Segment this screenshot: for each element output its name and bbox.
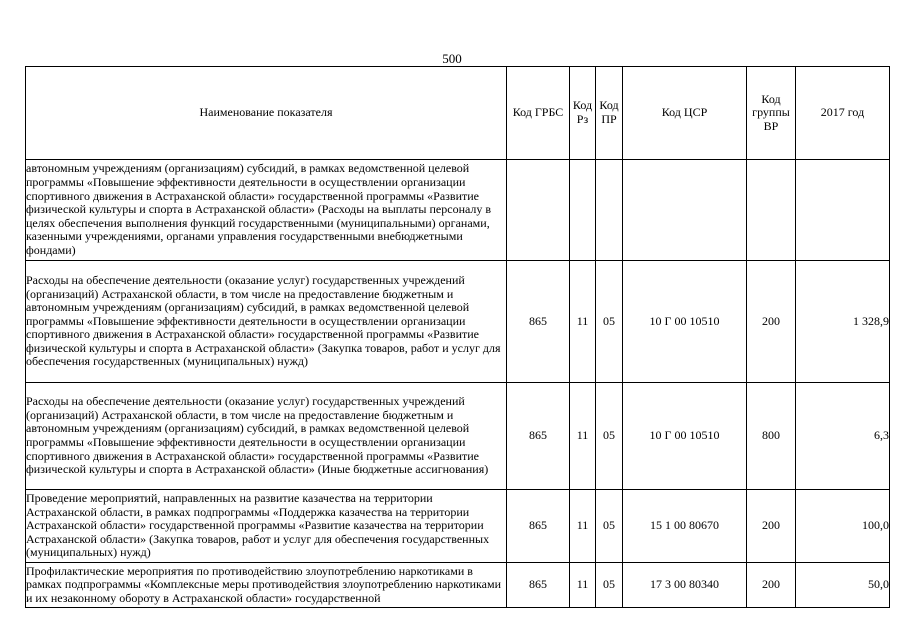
row-vr: 800 <box>747 383 796 490</box>
row-name: Проведение мероприятий, направленных на развитие казачества на территории Астраханской области, в рамках подпрограммы «Поддержка казачества на территории Астраханской области» государственной программы «Развитие казачества на территории Астраханской области» (Закупка товаров, работ и услуг для обеспечения государственных (муниципальных) нужд) <box>26 490 507 563</box>
row-amount: 50,0 <box>796 563 890 608</box>
row-grbs: 865 <box>507 383 570 490</box>
row-grbs: 865 <box>507 490 570 563</box>
table-row <box>26 563 890 608</box>
header-grbs: Код ГРБС <box>507 67 570 160</box>
row-pr <box>596 160 623 261</box>
table-row <box>26 261 890 383</box>
header-year: 2017 год <box>796 67 890 160</box>
row-csr: 15 1 00 80670 <box>623 490 747 563</box>
row-csr <box>623 160 747 261</box>
budget-table <box>25 66 890 608</box>
row-pr: 05 <box>596 563 623 608</box>
header-name: Наименование показателя <box>26 67 507 160</box>
header-rz: Код Рз <box>570 67 596 160</box>
row-amount <box>796 160 890 261</box>
row-grbs: 865 <box>507 563 570 608</box>
row-rz: 11 <box>570 563 596 608</box>
row-grbs: 865 <box>507 261 570 383</box>
row-rz: 11 <box>570 383 596 490</box>
row-vr: 200 <box>747 490 796 563</box>
row-rz: 11 <box>570 490 596 563</box>
row-vr: 200 <box>747 261 796 383</box>
row-vr <box>747 160 796 261</box>
table-row <box>26 160 890 261</box>
row-name: Расходы на обеспечение деятельности (оказание услуг) государственных учреждений (организаций) Астраханской области, в том числе на предоставление бюджетным и автономным учреждениям (организациям) субсидий, в рамках ведомственной целевой программы «Повышение эффективности деятельности в осуществлении организации спортивного движения в Астраханской области» государственной программы «Развитие физической культуры и спорта в Астраханской области» (Закупка товаров, работ и услуг для обеспечения государственных (муниципальных) нужд) <box>26 261 507 383</box>
header-row <box>26 67 890 160</box>
row-rz <box>570 160 596 261</box>
row-name: Профилактические мероприятия по противодействию злоупотреблению наркотиками в рамках подпрограммы «Комплексные меры противодействия злоупотреблению наркотиками и их незаконному обороту в Астраханской области» государственной <box>26 563 507 608</box>
page-number: 500 <box>442 51 462 66</box>
header-pr: Код ПР <box>596 67 623 160</box>
table-row <box>26 383 890 490</box>
row-name: Расходы на обеспечение деятельности (оказание услуг) государственных учреждений (организаций) Астраханской области, в том числе на предоставление бюджетным и автономным учреждениям (организациям) субсидий, в рамках ведомственной целевой программы «Повышение эффективности деятельности в осуществлении организации спортивного движения в Астраханской области» государственной программы «Развитие физической культуры и спорта в Астраханской области» (Иные бюджетные ассигнования) <box>26 383 507 490</box>
row-csr: 17 3 00 80340 <box>623 563 747 608</box>
row-pr: 05 <box>596 261 623 383</box>
row-vr: 200 <box>747 563 796 608</box>
row-name: автономным учреждениям (организациям) субсидий, в рамках ведомственной целевой программы «Повышение эффективности деятельности в осуществлении организации спортивного движения в Астраханской области» государственной программы «Развитие физической культуры и спорта в Астраханской области» (Расходы на выплаты персоналу в целях обеспечения выполнения функций государственными (муниципальными) органами, казенными учреждениями, органами управления государственными внебюджетными фондами) <box>26 160 507 261</box>
row-csr: 10 Г 00 10510 <box>623 261 747 383</box>
table-row <box>26 490 890 563</box>
row-csr: 10 Г 00 10510 <box>623 383 747 490</box>
row-amount: 6,3 <box>796 383 890 490</box>
header-vr: Код группы ВР <box>747 67 796 160</box>
row-amount: 1 328,9 <box>796 261 890 383</box>
row-amount: 100,0 <box>796 490 890 563</box>
row-rz: 11 <box>570 261 596 383</box>
row-pr: 05 <box>596 490 623 563</box>
row-grbs <box>507 160 570 261</box>
header-csr: Код ЦСР <box>623 67 747 160</box>
row-pr: 05 <box>596 383 623 490</box>
